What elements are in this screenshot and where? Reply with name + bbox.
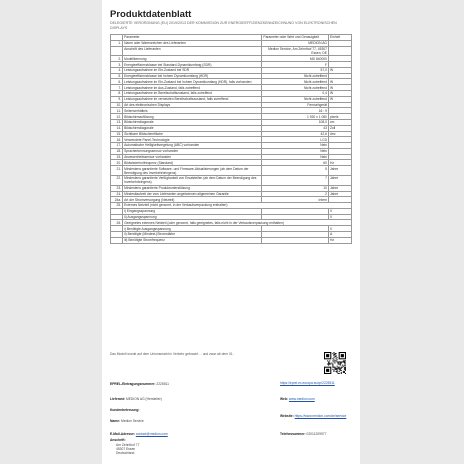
row-value: 2 (262, 191, 329, 197)
row-value: Fernsehgerät (262, 102, 329, 108)
row-number: 16. (111, 137, 123, 143)
eprel-label: EPREL-Eintragungsnummer: (110, 382, 156, 386)
row-parameter: ii) Benötigte (Mindest-)Stromstärke (123, 232, 262, 238)
row-number: 21. (111, 166, 123, 176)
phone-line (280, 432, 326, 436)
row-unit: V (328, 208, 351, 214)
row-number: 15. (111, 131, 123, 137)
row-number: 25. (111, 203, 123, 209)
support-label: Kundenbetreuung: (110, 408, 140, 412)
row-parameter: Mindestens garantierte Produktunterstützung (123, 185, 262, 191)
row-parameter: Spracherkennungssensor vorhanden (123, 148, 262, 154)
row-value: 42,6 (262, 131, 329, 137)
row-parameter: Leistungsaufnahme im Ein-Zustand bei hohem Dynamikumfang (HDR), falls vorhanden (123, 79, 262, 85)
eprel-line (110, 382, 169, 386)
row-parameter: Leistungsaufnahme im Bereitschaftszustand, falls zutreffend (123, 91, 262, 97)
row-number: 24a. (111, 197, 123, 203)
row-number: 9. (111, 96, 123, 102)
row-parameter: Name oder Warenzeichen des Lieferanten (123, 40, 262, 46)
row-number: 12. (111, 114, 123, 120)
row-parameter: Bildschirmdiagonale (123, 125, 262, 131)
row-number: 18. (111, 148, 123, 154)
row-number: 17. (111, 143, 123, 149)
row-number: 3. (111, 62, 123, 68)
row-parameter: Mindestens garantierte Verfügbarkeit von Ersatzteilen (ab dem Datum der Beendigung des Inverkehrbringens) (123, 175, 262, 185)
row-parameter: Geeignetes externes Netzteil (oder genormt, falls geeignetes, falls nicht in der Verkaufsverpackung enthalten) (123, 220, 352, 226)
row-parameter: Automatische Helligkeitsregelung (ABC) vorhanden (123, 143, 262, 149)
email-label: E-Mail-Adresse: (110, 432, 135, 436)
row-unit: Hz (328, 160, 351, 166)
supplier-value: MEDION AG (Hersteller) (125, 397, 162, 401)
row-unit: Jahre (328, 166, 351, 176)
row-number: 23. (111, 185, 123, 191)
row-unit: A (328, 232, 351, 238)
row-value: Nicht zutreffend (262, 73, 329, 79)
web-link[interactable]: www.medion.com (288, 397, 315, 401)
address-block (116, 443, 139, 455)
row-parameter: Sichtbare Bildschirmfläche (123, 131, 262, 137)
row-value: 60 (262, 160, 329, 166)
row-number: 5. (111, 73, 123, 79)
table-row (111, 46, 352, 56)
row-number: 26. (111, 220, 123, 226)
row-unit: cm (328, 119, 351, 125)
row-value: 7 (262, 175, 329, 185)
row-parameter: Bildwiederholfrequenz (Standard) (123, 160, 262, 166)
website-label: Website: (280, 414, 294, 418)
name-value: Medion Service (121, 419, 144, 423)
row-value: 5 (262, 166, 329, 176)
website-link[interactable]: https://www.medion.com/de/service (294, 414, 347, 418)
row-parameter: Modellkennung (123, 56, 262, 62)
row-parameter: iii) Benötigte Stromfrequenz (123, 237, 262, 243)
row-number: 14. (111, 125, 123, 131)
product-data-sheet (102, 0, 360, 464)
eprel-link[interactable]: https://eprel.ec.europa.eu/qr/2225511 (280, 381, 335, 385)
page-title: Produktdatenblatt (110, 9, 192, 20)
row-parameter: i) Eingangsspannung (123, 208, 262, 214)
table-spacer (111, 243, 352, 266)
row-value: MD 840000 (262, 56, 329, 62)
header-parameter: Parameter (123, 35, 262, 41)
website-line (280, 414, 352, 418)
phone-value: 02011209977 (306, 432, 327, 436)
row-value: 108,0 (262, 119, 329, 125)
row-parameter: Externes Netzteil (nicht genormt, in der Verkaufsverpackung enthalten) (123, 203, 352, 209)
table-row (111, 175, 352, 185)
row-value: 0,4 (262, 91, 329, 97)
row-value: 10 (262, 185, 329, 191)
header-value: Parameter oder Wert und Genauigkeit (262, 35, 329, 41)
row-parameter: Art des elektronischen Displays (123, 102, 262, 108)
address-line: 45307 Essen (116, 447, 136, 451)
row-parameter: ii) Ausgangsspannung (123, 214, 262, 220)
row-parameter: Art der Stromversorgung (Netzteil) (123, 197, 262, 203)
row-number: 10. (111, 102, 123, 108)
address-line: Am Zehnthof 77 (116, 443, 140, 447)
row-unit: Jahre (328, 185, 351, 191)
phone-label: Telefonnummer: (280, 432, 306, 436)
row-parameter: Energieeffizienzklasse bei Standard-Dynamikumfang (SDR) (123, 62, 262, 68)
row-value: Nicht zutreffend (262, 85, 329, 91)
web-line (280, 397, 315, 401)
row-number: 19. (111, 154, 123, 160)
row-number: 8. (111, 91, 123, 97)
row-unit: W (328, 67, 351, 73)
row-unit (328, 46, 351, 56)
row-number: 6. (111, 79, 123, 85)
row-number: 11. (111, 108, 123, 114)
row-unit: V (328, 226, 351, 232)
row-value: Medion Service, Am Zehnthof 77, 45307 Essen, DE (262, 46, 329, 56)
row-unit: Hz (328, 237, 351, 243)
row-number (111, 46, 123, 56)
email-link[interactable]: contact@medion.com (135, 432, 168, 436)
row-parameter: Anwesenheitssensor vorhanden (123, 154, 262, 160)
row-unit: Jahre (328, 191, 351, 197)
row-number: 22. (111, 175, 123, 185)
row-unit: V (328, 214, 351, 220)
name-line (110, 419, 144, 423)
row-value: 1 920 x 1 080 (262, 114, 329, 120)
address-label: Anschrift: (110, 438, 126, 442)
row-parameter: Anschrift des Lieferanten (123, 46, 262, 56)
address-line: Deutschland (116, 451, 135, 455)
row-number: 1. (111, 40, 123, 46)
row-value: LCD (262, 137, 329, 143)
row-value: Nicht zutreffend (262, 96, 329, 102)
row-parameter: Bildschirmauflösung (123, 114, 262, 120)
header-unit: Einheit (328, 35, 351, 41)
row-value: Nein (262, 143, 329, 149)
row-value: Intern (262, 197, 329, 203)
row-number: 2. (111, 56, 123, 62)
row-value: F (262, 62, 329, 68)
eprel-value: 2225511 (156, 382, 169, 386)
row-unit: W (328, 79, 351, 85)
row-value: 16 : 9 (262, 108, 329, 114)
row-value: 43 (262, 125, 329, 131)
row-parameter: Verwendete Panel-Technologie (123, 137, 262, 143)
name-label: Name: (110, 419, 121, 423)
row-unit: W (328, 96, 351, 102)
web-label: Web: (280, 397, 288, 401)
row-unit: Jahre (328, 175, 351, 185)
row-unit: W (328, 91, 351, 97)
row-number: 4. (111, 67, 123, 73)
market-note: Das Modell wurde auf dem Unionsmarkt in Verkehr gebracht ... und zwar ab dem 01. (110, 352, 234, 356)
row-number: 7. (111, 85, 123, 91)
row-parameter: Leistungsaufnahme im Ein-Zustand bei SDR (123, 67, 262, 73)
supplier-label: Lieferant: (110, 397, 126, 401)
qr-code-icon (324, 352, 346, 374)
row-value: Nein (262, 154, 329, 160)
row-value: MEDION AG (262, 40, 329, 46)
supplier-line (110, 397, 162, 401)
row-value: 57,0 (262, 67, 329, 73)
row-parameter: Leistungsaufnahme im Aus-Zustand, falls zutreffend (123, 85, 262, 91)
row-parameter: Bildschirmdiagonale (123, 119, 262, 125)
email-line (110, 432, 168, 436)
row-parameter: Mindestens garantierte Software- und Firmware-Aktualisierungen (ab dem Datum der Beendigung des Inverkehrbringens) (123, 166, 262, 176)
row-value: Nicht zutreffend (262, 79, 329, 85)
row-parameter: Energieeffizienzklasse bei hohem Dynamikumfang (HDR) (123, 73, 262, 79)
row-parameter: i) Benötigte Ausgangsspannung (123, 226, 262, 232)
row-unit: dm² (328, 131, 351, 137)
regulation-subtitle: DELEGIERTE VERORDNUNG (EU) 2019/2013 DER KOMMISSION ZUR ENERGIEEFFIZIENZKENNZEICHNUNG VON ELEKTRONISCHEN DISPLAYS (110, 21, 337, 30)
row-value: Nein (262, 148, 329, 154)
row-number: 24. (111, 191, 123, 197)
row-number: 13. (111, 119, 123, 125)
row-parameter: Mindestlaufzeit der vom Lieferanten angebotenen allgemeinen Garantie (123, 191, 262, 197)
row-number: 20. (111, 160, 123, 166)
row-parameter: Leistungsaufnahme im vernetzten Bereitschaftszustand, falls zutreffend (123, 96, 262, 102)
row-unit: Zoll (328, 125, 351, 131)
spec-table (110, 34, 352, 266)
table-row (111, 166, 352, 176)
row-unit: W (328, 85, 351, 91)
row-parameter: Seitenverhältnis (123, 108, 262, 114)
row-unit: pixels (328, 114, 351, 120)
